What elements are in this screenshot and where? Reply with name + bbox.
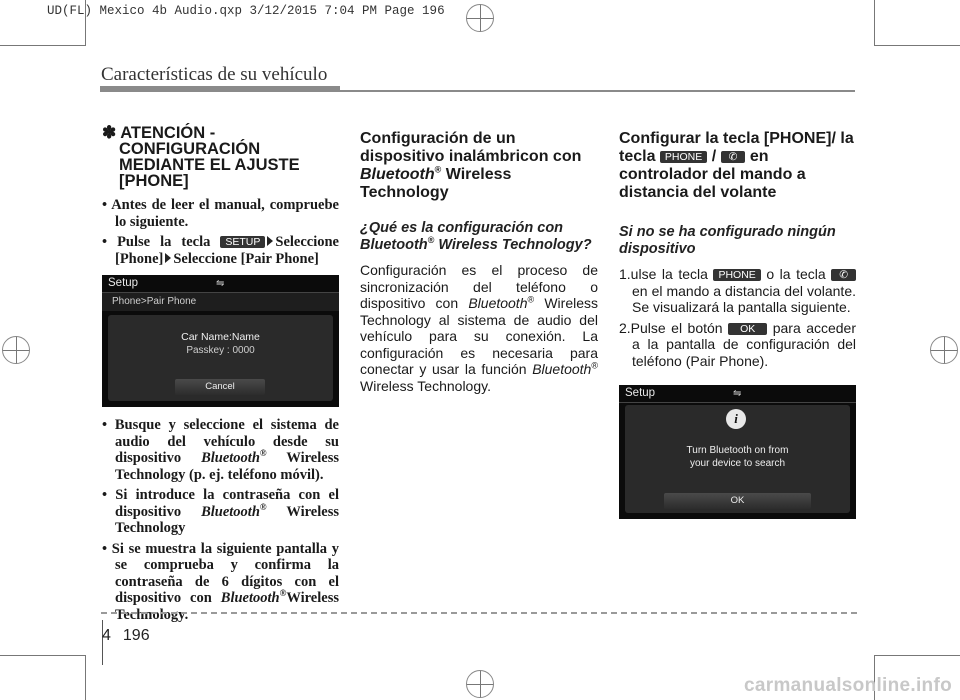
arrow-right-icon bbox=[267, 236, 273, 246]
bluetooth-message-line1: Turn Bluetooth on from bbox=[686, 445, 789, 456]
phone-key-column bbox=[619, 130, 856, 519]
usb-icon: ⇋ bbox=[733, 388, 742, 399]
attention-star-icon: ✽ bbox=[102, 123, 117, 142]
attention-bullet-2: • Pulse la tecla SETUP Seleccione [Phone] Seleccione [Pair Phone] bbox=[102, 234, 339, 267]
phone-key-badge: PHONE bbox=[713, 269, 760, 281]
usb-icon: ⇋ bbox=[216, 278, 225, 289]
bluetooth-search-screen bbox=[619, 385, 856, 519]
steering-phone-icon: ✆ bbox=[831, 269, 856, 281]
attention-bullet-4: • Si introduce la contraseña con el dispositivo Bluetooth® Wireless Technology bbox=[102, 487, 339, 536]
screen-title: Setup bbox=[625, 387, 656, 399]
bluetooth-message-line2: your device to search bbox=[689, 458, 786, 469]
phone-key-badge: PHONE bbox=[660, 151, 707, 163]
attention-bullet-5: • Si se muestra la siguiente pantalla y se comprueba y confirma la contraseña de 6 dígitos con el dispositivo con Bluetooth®Wireless Technology. bbox=[102, 540, 339, 623]
header-rule bbox=[340, 90, 855, 92]
attention-column bbox=[102, 125, 339, 627]
print-slug: UD(FL) Mexico 4b Audio.qxp 3/12/2015 7:04 PM Page 196 bbox=[47, 4, 445, 18]
config-column bbox=[360, 130, 598, 394]
attention-title: ✽ ATENCIÓN - CONFIGURACIÓN MEDIANTE EL AJUSTE [PHONE] bbox=[102, 123, 300, 190]
info-icon: i bbox=[726, 409, 746, 429]
setup-key-badge: SETUP bbox=[220, 236, 265, 248]
step-2: 2.Pulse el botón OK para acceder a la pantalla de configuración del teléfono (Pair Phone). bbox=[619, 319, 857, 369]
phone-key-subtitle: Si no se ha configurado ningún dispositivo bbox=[619, 224, 836, 257]
registration-mark bbox=[466, 670, 494, 698]
page-header-title: Características de su vehículo bbox=[101, 64, 328, 85]
phone-key-title: Configurar la tecla [PHONE]/ la tecla PHONE / ✆ en controlador del mando a distancia del volante bbox=[619, 130, 854, 201]
config-body: Configuración es el proceso de sincronización del teléfono o dispositivo con Bluetooth® Wireless Technology al sistema de audio del vehículo para su conexión. La configuración es necesaria para conectar y usar la función Bluetooth® Wireless Technology. bbox=[360, 262, 599, 394]
pair-phone-screen bbox=[102, 275, 339, 407]
watermark: carmanualsonline.info bbox=[744, 675, 952, 696]
page-number: 4 196 bbox=[102, 627, 150, 644]
cancel-button[interactable]: Cancel bbox=[175, 379, 265, 395]
ok-key-badge: OK bbox=[728, 323, 767, 335]
steering-phone-icon: ✆ bbox=[721, 151, 746, 163]
registration-mark bbox=[466, 4, 494, 32]
config-question: ¿Qué es la configuración con Bluetooth® Wireless Technology? bbox=[360, 220, 592, 253]
screen-title: Setup bbox=[108, 277, 139, 289]
car-name-label: Car Name:Name bbox=[181, 331, 260, 343]
footer-dashed-rule bbox=[101, 612, 857, 614]
arrow-right-icon bbox=[165, 253, 171, 263]
step-1: 1.ulse la tecla PHONE o la tecla ✆ en el mando a distancia del volante. Se visualizará la pantalla siguiente. bbox=[619, 266, 856, 315]
registration-mark bbox=[930, 336, 958, 364]
header-bar bbox=[100, 86, 340, 92]
ok-button[interactable]: OK bbox=[664, 493, 811, 509]
screen-breadcrumb: Phone>Pair Phone bbox=[112, 296, 197, 307]
registration-mark bbox=[2, 336, 30, 364]
attention-bullet-3: • Busque y seleccione el sistema de audio del vehículo desde su dispositivo Bluetooth® Wireless Technology (p. ej. teléfono móvil). bbox=[102, 417, 339, 483]
passkey-label: Passkey : 0000 bbox=[186, 345, 255, 356]
config-title: Configuración de un dispositivo inalámbricon con Bluetooth® Wireless Technology bbox=[360, 130, 582, 201]
attention-bullet-1: • Antes de leer el manual, compruebe lo siguiente. bbox=[102, 197, 339, 230]
